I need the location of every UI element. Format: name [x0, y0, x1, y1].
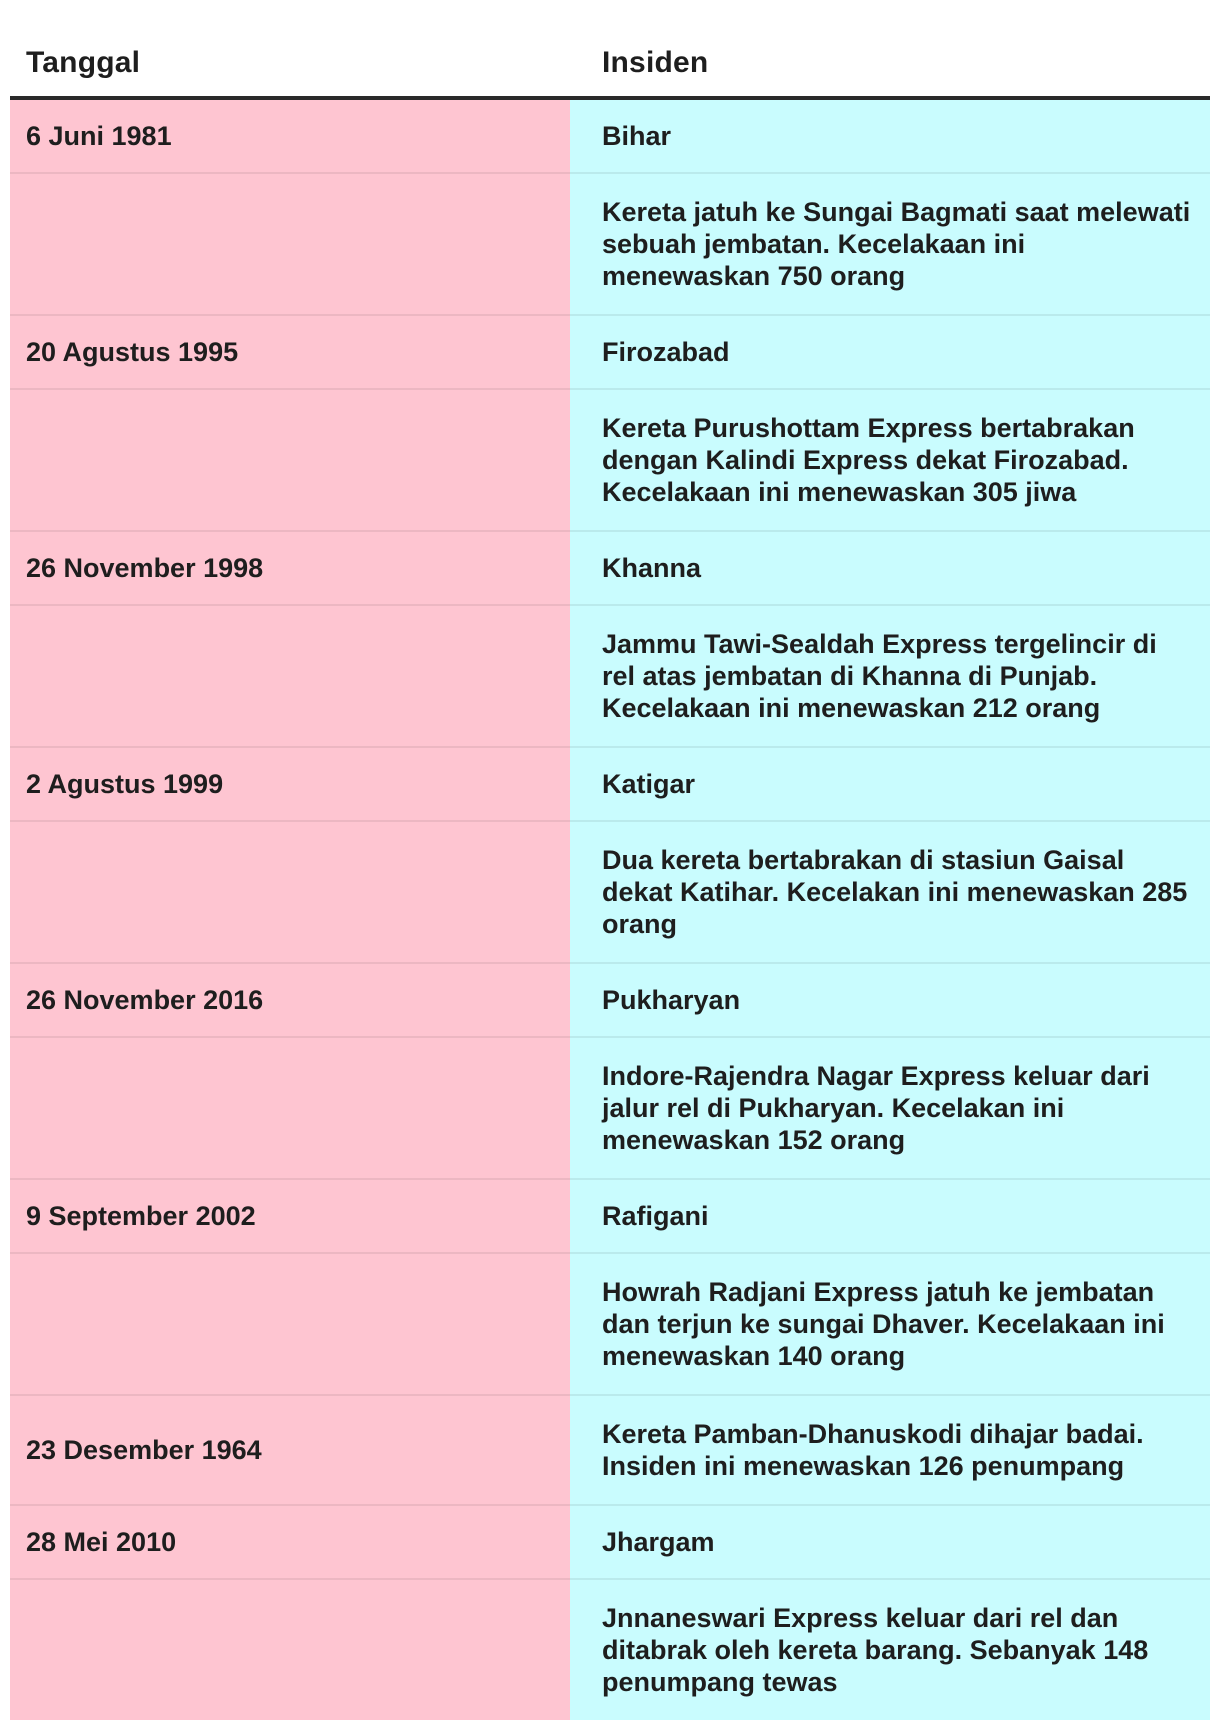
incident-cell: Kereta Purushottam Express bertabrakan dengan Kalindi Express dekat Firozabad. Kecelakaan ini menewaskan 305 jiwa [570, 390, 1210, 532]
incident-cell: Jnnaneswari Express keluar dari rel dan ditabrak oleh kereta barang. Sebanyak 148 penumpang tewas [570, 1580, 1210, 1720]
date-cell: 26 November 2016 [10, 964, 570, 1038]
date-cell: 9 September 2002 [10, 1180, 570, 1254]
date-cell [10, 606, 570, 748]
table-row [10, 748, 1210, 822]
date-cell: 20 Agustus 1995 [10, 316, 570, 390]
incident-cell: Jammu Tawi-Sealdah Express tergelincir di rel atas jembatan di Khanna di Punjab. Kecelakaan ini menewaskan 212 orang [570, 606, 1210, 748]
date-cell [10, 1580, 570, 1720]
date-cell [10, 390, 570, 532]
table-row [10, 174, 1210, 316]
incident-cell: Firozabad [570, 316, 1210, 390]
date-cell [10, 174, 570, 316]
incident-cell: Rafigani [570, 1180, 1210, 1254]
table-row [10, 1254, 1210, 1396]
incident-cell: Howrah Radjani Express jatuh ke jembatan dan terjun ke sungai Dhaver. Kecelakaan ini menewaskan 140 orang [570, 1254, 1210, 1396]
incident-cell: Bihar [570, 100, 1210, 174]
incident-table [10, 30, 1210, 1720]
date-cell [10, 1254, 570, 1396]
incident-cell: Pukharyan [570, 964, 1210, 1038]
incident-cell: Katigar [570, 748, 1210, 822]
incident-cell: Kereta Pamban-Dhanuskodi dihajar badai. Insiden ini menewaskan 126 penumpang [570, 1396, 1210, 1506]
table-row [10, 1038, 1210, 1180]
incident-cell: Indore-Rajendra Nagar Express keluar dari jalur rel di Pukharyan. Kecelakan ini menewaskan 152 orang [570, 1038, 1210, 1180]
table-row [10, 532, 1210, 606]
incident-cell: Kereta jatuh ke Sungai Bagmati saat melewati sebuah jembatan. Kecelakaan ini menewaskan 750 orang [570, 174, 1210, 316]
table-row [10, 964, 1210, 1038]
date-cell: 2 Agustus 1999 [10, 748, 570, 822]
table-row [10, 316, 1210, 390]
date-cell: 26 November 1998 [10, 532, 570, 606]
table-row [10, 606, 1210, 748]
incident-cell: Jhargam [570, 1506, 1210, 1580]
incident-cell: Dua kereta bertabrakan di stasiun Gaisal dekat Katihar. Kecelakan ini menewaskan 285 orang [570, 822, 1210, 964]
date-cell: 6 Juni 1981 [10, 100, 570, 174]
table-row [10, 1396, 1210, 1506]
table-row [10, 1506, 1210, 1580]
incident-cell: Khanna [570, 532, 1210, 606]
table-body [10, 100, 1210, 1720]
table-row [10, 390, 1210, 532]
date-cell [10, 822, 570, 964]
table-row [10, 100, 1210, 174]
header-incident: Insiden [602, 46, 709, 79]
date-cell: 28 Mei 2010 [10, 1506, 570, 1580]
table-row [10, 822, 1210, 964]
date-cell: 23 Desember 1964 [10, 1396, 570, 1506]
table-header [10, 30, 1210, 100]
table-row [10, 1580, 1210, 1720]
header-date: Tanggal [26, 46, 141, 79]
table-row [10, 1180, 1210, 1254]
date-cell [10, 1038, 570, 1180]
